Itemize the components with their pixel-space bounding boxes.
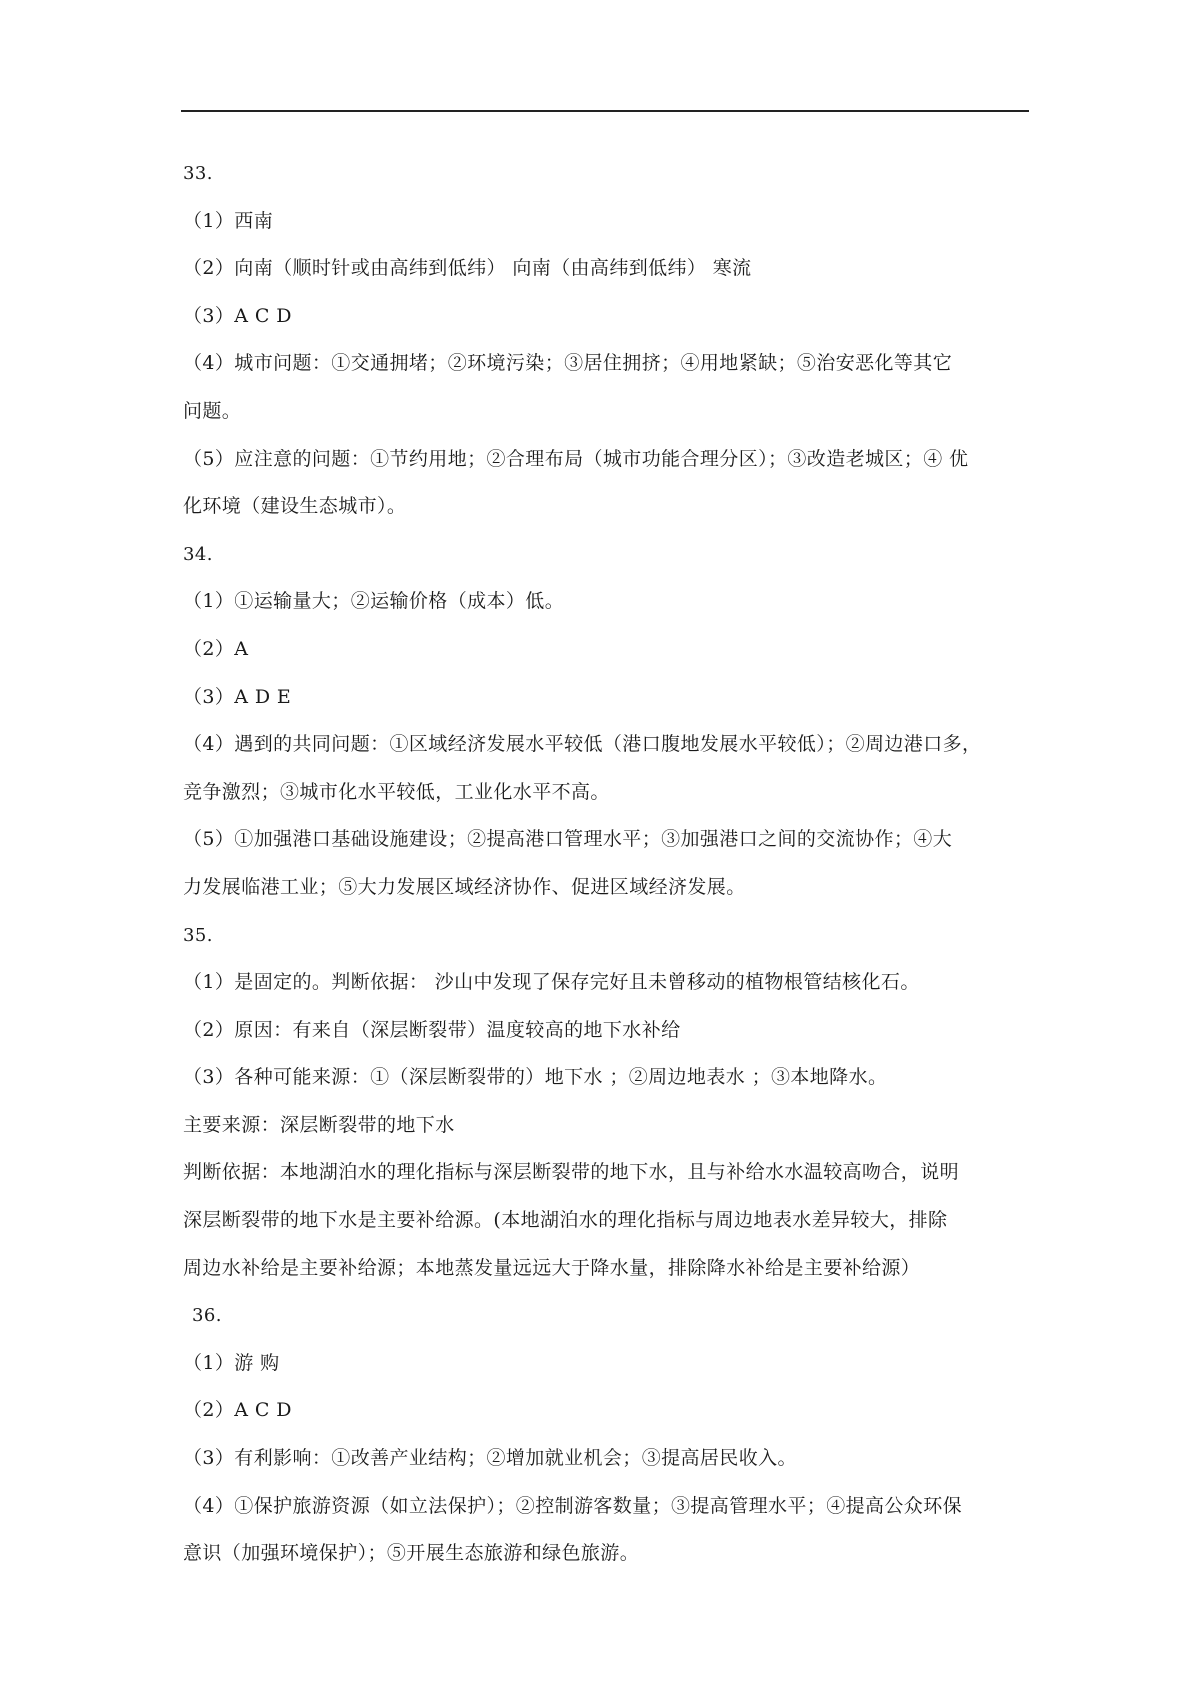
answer-line: 力发展临港工业；⑤大力发展区域经济协作、促进区域经济发展。 [183, 875, 746, 898]
answer-line: （1）①运输量大；②运输价格（成本）低。 [183, 590, 565, 613]
header-rule [181, 110, 1029, 112]
question-number: 36. [192, 1305, 222, 1327]
question-34 [183, 531, 1033, 912]
question-35 [183, 912, 1033, 1293]
answer-line: （5）①加强港口基础设施建设；②提高港口管理水平；③加强港口之间的交流协作；④大 [183, 828, 953, 851]
answer-line: （3）A D E [183, 685, 292, 708]
answer-line: 问题。 [183, 399, 242, 422]
answer-line: （1）游 购 [183, 1351, 280, 1374]
question-number: 34. [183, 543, 213, 565]
answer-line: （1）是固定的。判断依据： 沙山中发现了保存完好且未曾移动的植物根管结核化石。 [183, 971, 920, 994]
answer-line: （5）应注意的问题：①节约用地；②合理布局（城市功能合理分区）；③改造老城区；④ 优 [183, 447, 969, 470]
answer-line: （2）向南（顺时针或由高纬到低纬） 向南（由高纬到低纬） 寒流 [183, 257, 752, 280]
question-number: 33. [183, 163, 213, 184]
answer-line: （3）有利影响：①改善产业结构；②增加就业机会；③提高居民收入。 [183, 1447, 797, 1470]
answer-line: （2）A C D [183, 1399, 292, 1422]
answer-line: 化环境（建设生态城市）。 [183, 495, 407, 518]
answer-line: 竞争激烈；③城市化水平较低，工业化水平不高。 [183, 780, 610, 803]
answer-line: 意识（加强环境保护）；⑤开展生态旅游和绿色旅游。 [183, 1542, 640, 1565]
answer-line: （4）①保护旅游资源（如立法保护）；②控制游客数量；③提高管理水平；④提高公众环保 [183, 1494, 962, 1517]
answer-line: （4）遇到的共同问题：①区域经济发展水平较低（港口腹地发展水平较低）；②周边港口多， [183, 733, 982, 756]
question-33 [183, 150, 1033, 531]
answer-line: （2）A [183, 637, 249, 660]
answer-line: （4）城市问题：①交通拥堵；②环境污染；③居住拥挤；④用地紧缺；⑤治安恶化等其它 [183, 352, 953, 375]
answer-line: （1）西南 [183, 209, 274, 232]
answer-line: 深层断裂带的地下水是主要补给源。(本地湖泊水的理化指标与周边地表水差异较大，排除 [183, 1209, 948, 1232]
answer-line: （2）原因：有来自（深层断裂带）温度较高的地下水补给 [183, 1018, 681, 1041]
question-36 [183, 1292, 1033, 1578]
answer-line: （3）各种可能来源：①（深层断裂带的）地下水 ；②周边地表水 ；③本地降水。 [183, 1066, 888, 1089]
answer-line: 主要来源：深层断裂带的地下水 [183, 1113, 455, 1136]
answer-line: 判断依据：本地湖泊水的理化指标与深层断裂带的地下水，且与补给水水温较高吻合，说明 [183, 1161, 960, 1184]
question-number: 35. [183, 924, 213, 946]
answer-content [183, 150, 1033, 1578]
answer-line: （3）A C D [183, 304, 292, 327]
answer-line: 周边水补给是主要补给源；本地蒸发量远远大于降水量，排除降水补给是主要补给源） [183, 1256, 921, 1279]
